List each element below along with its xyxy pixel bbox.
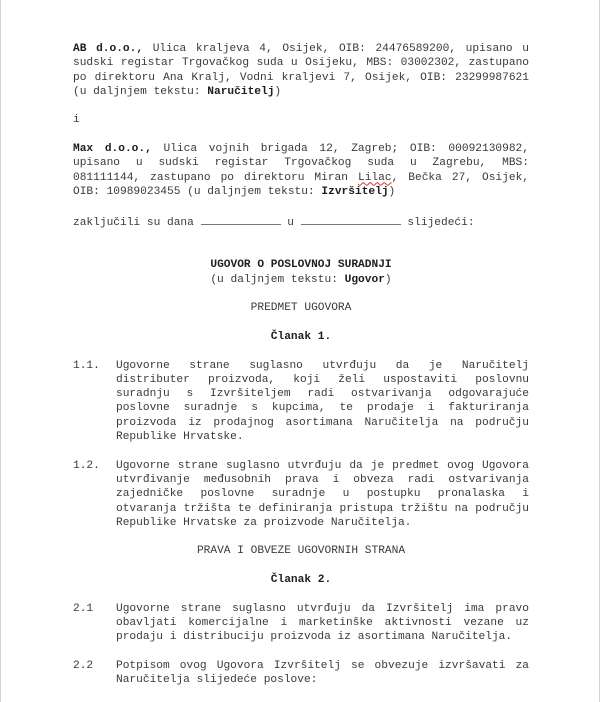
party1-role: Naručitelj [207, 85, 275, 98]
party2-details-b: , Bečka 27, Osijek, OIB: 10989023455 (u daljnjem tekstu: [73, 171, 530, 198]
clause-1-2 [73, 459, 529, 530]
party1-name: AB d.o.o., [73, 43, 144, 55]
clause-text: Ugovorne strane suglasno utvrđuju da je predmet ovog Ugovora utvrđivanje međusobnih prava i obveza radi ostvarivanja zajedničke poslovne suradnje u postupku pronalaska i otvaranja tržišta te definiranja pristupa tržištu na području Republike Hrvatske za proizvode Naručitelja. [116, 459, 529, 529]
concluded-suffix: slijedeći: [400, 216, 475, 229]
clause-number: 2.1 [73, 602, 94, 615]
party2-details-a: Ulica vojnih brigada 12, Zagreb; OIB: 00092130982, upisano u sudski registar Trgovačkog suda u Zagrebu, MBS: 081111144, zastupano po direktoru Miran [73, 143, 529, 184]
party2-close: ) [388, 185, 396, 198]
date-blank-field[interactable] [201, 214, 281, 225]
party1-details: Ulica kraljeva 4, Osijek, OIB: 24476589200, upisano u sudski registar Trgovačkog suda u Osijeku, MBS: 03002302, zastupano po direktoru Ana Kralj, Vodni kraljevi 7, Osijek, OIB: 23299987621 (u daljnjem tekstu: [73, 43, 529, 98]
clause-1-1 [73, 359, 529, 445]
concluded-prefix: zaključili su dana [73, 216, 201, 229]
contract-subtitle [73, 273, 529, 287]
party2-paragraph [73, 142, 529, 199]
clause-2-2 [73, 659, 529, 688]
subtitle-bold: Ugovor [344, 273, 385, 286]
contract-title: UGOVOR O POSLOVNOJ SURADNJI [210, 259, 392, 272]
section2-heading: PRAVA I OBVEZE UGOVORNIH STRANA [196, 545, 406, 558]
spelling-error-word[interactable]: Lilac [358, 171, 392, 184]
party2-role: Izvršitelj [321, 185, 389, 198]
clause-text: Ugovorne strane suglasno utvrđuju da Izvršitelj ima pravo obavljati komercijalne i marketinške aktivnosti vezane uz prodaju i distribuciju proizvoda iz asortimana Naručitelja. [116, 602, 529, 644]
clause-text: Potpisom ovog Ugovora Izvršitelj se obvezuje izvršavati za Naručitelja slijedeće poslove: [116, 659, 529, 687]
section1-heading: PREDMET UGOVORA [250, 302, 352, 315]
concluded-middle: u [280, 216, 301, 229]
party1-paragraph [73, 42, 529, 99]
document-body[interactable] [73, 42, 529, 687]
party2-name: Max d.o.o., [73, 143, 152, 156]
party1-close: ) [274, 85, 282, 98]
conjunction: i [73, 114, 80, 127]
article2-heading: Članak 2. [270, 573, 332, 586]
clause-number: 2.2 [73, 659, 94, 672]
clause-2-1 [73, 602, 529, 645]
concluded-line [73, 214, 529, 230]
subtitle-post: ) [384, 273, 392, 286]
clause-number: 1.2. [73, 459, 100, 472]
place-blank-field[interactable] [301, 214, 401, 225]
clause-number: 1.1. [73, 359, 100, 372]
clause-text: Ugovorne strane suglasno utvrđuju da je Naručitelj distributer proizvoda, koji želi uspostaviti poslovnu suradnju s Izvršiteljem radi ostvarivanja odgovarajuće poslovne suradnje s kupcima, te prodaje i fakturiranja proizvoda iz prodajnog asortimana Naručitelja na području Republike Hrvatske. [116, 359, 529, 444]
subtitle-pre: (u daljnjem tekstu: [210, 273, 345, 286]
article1-heading: Članak 1. [270, 330, 332, 343]
